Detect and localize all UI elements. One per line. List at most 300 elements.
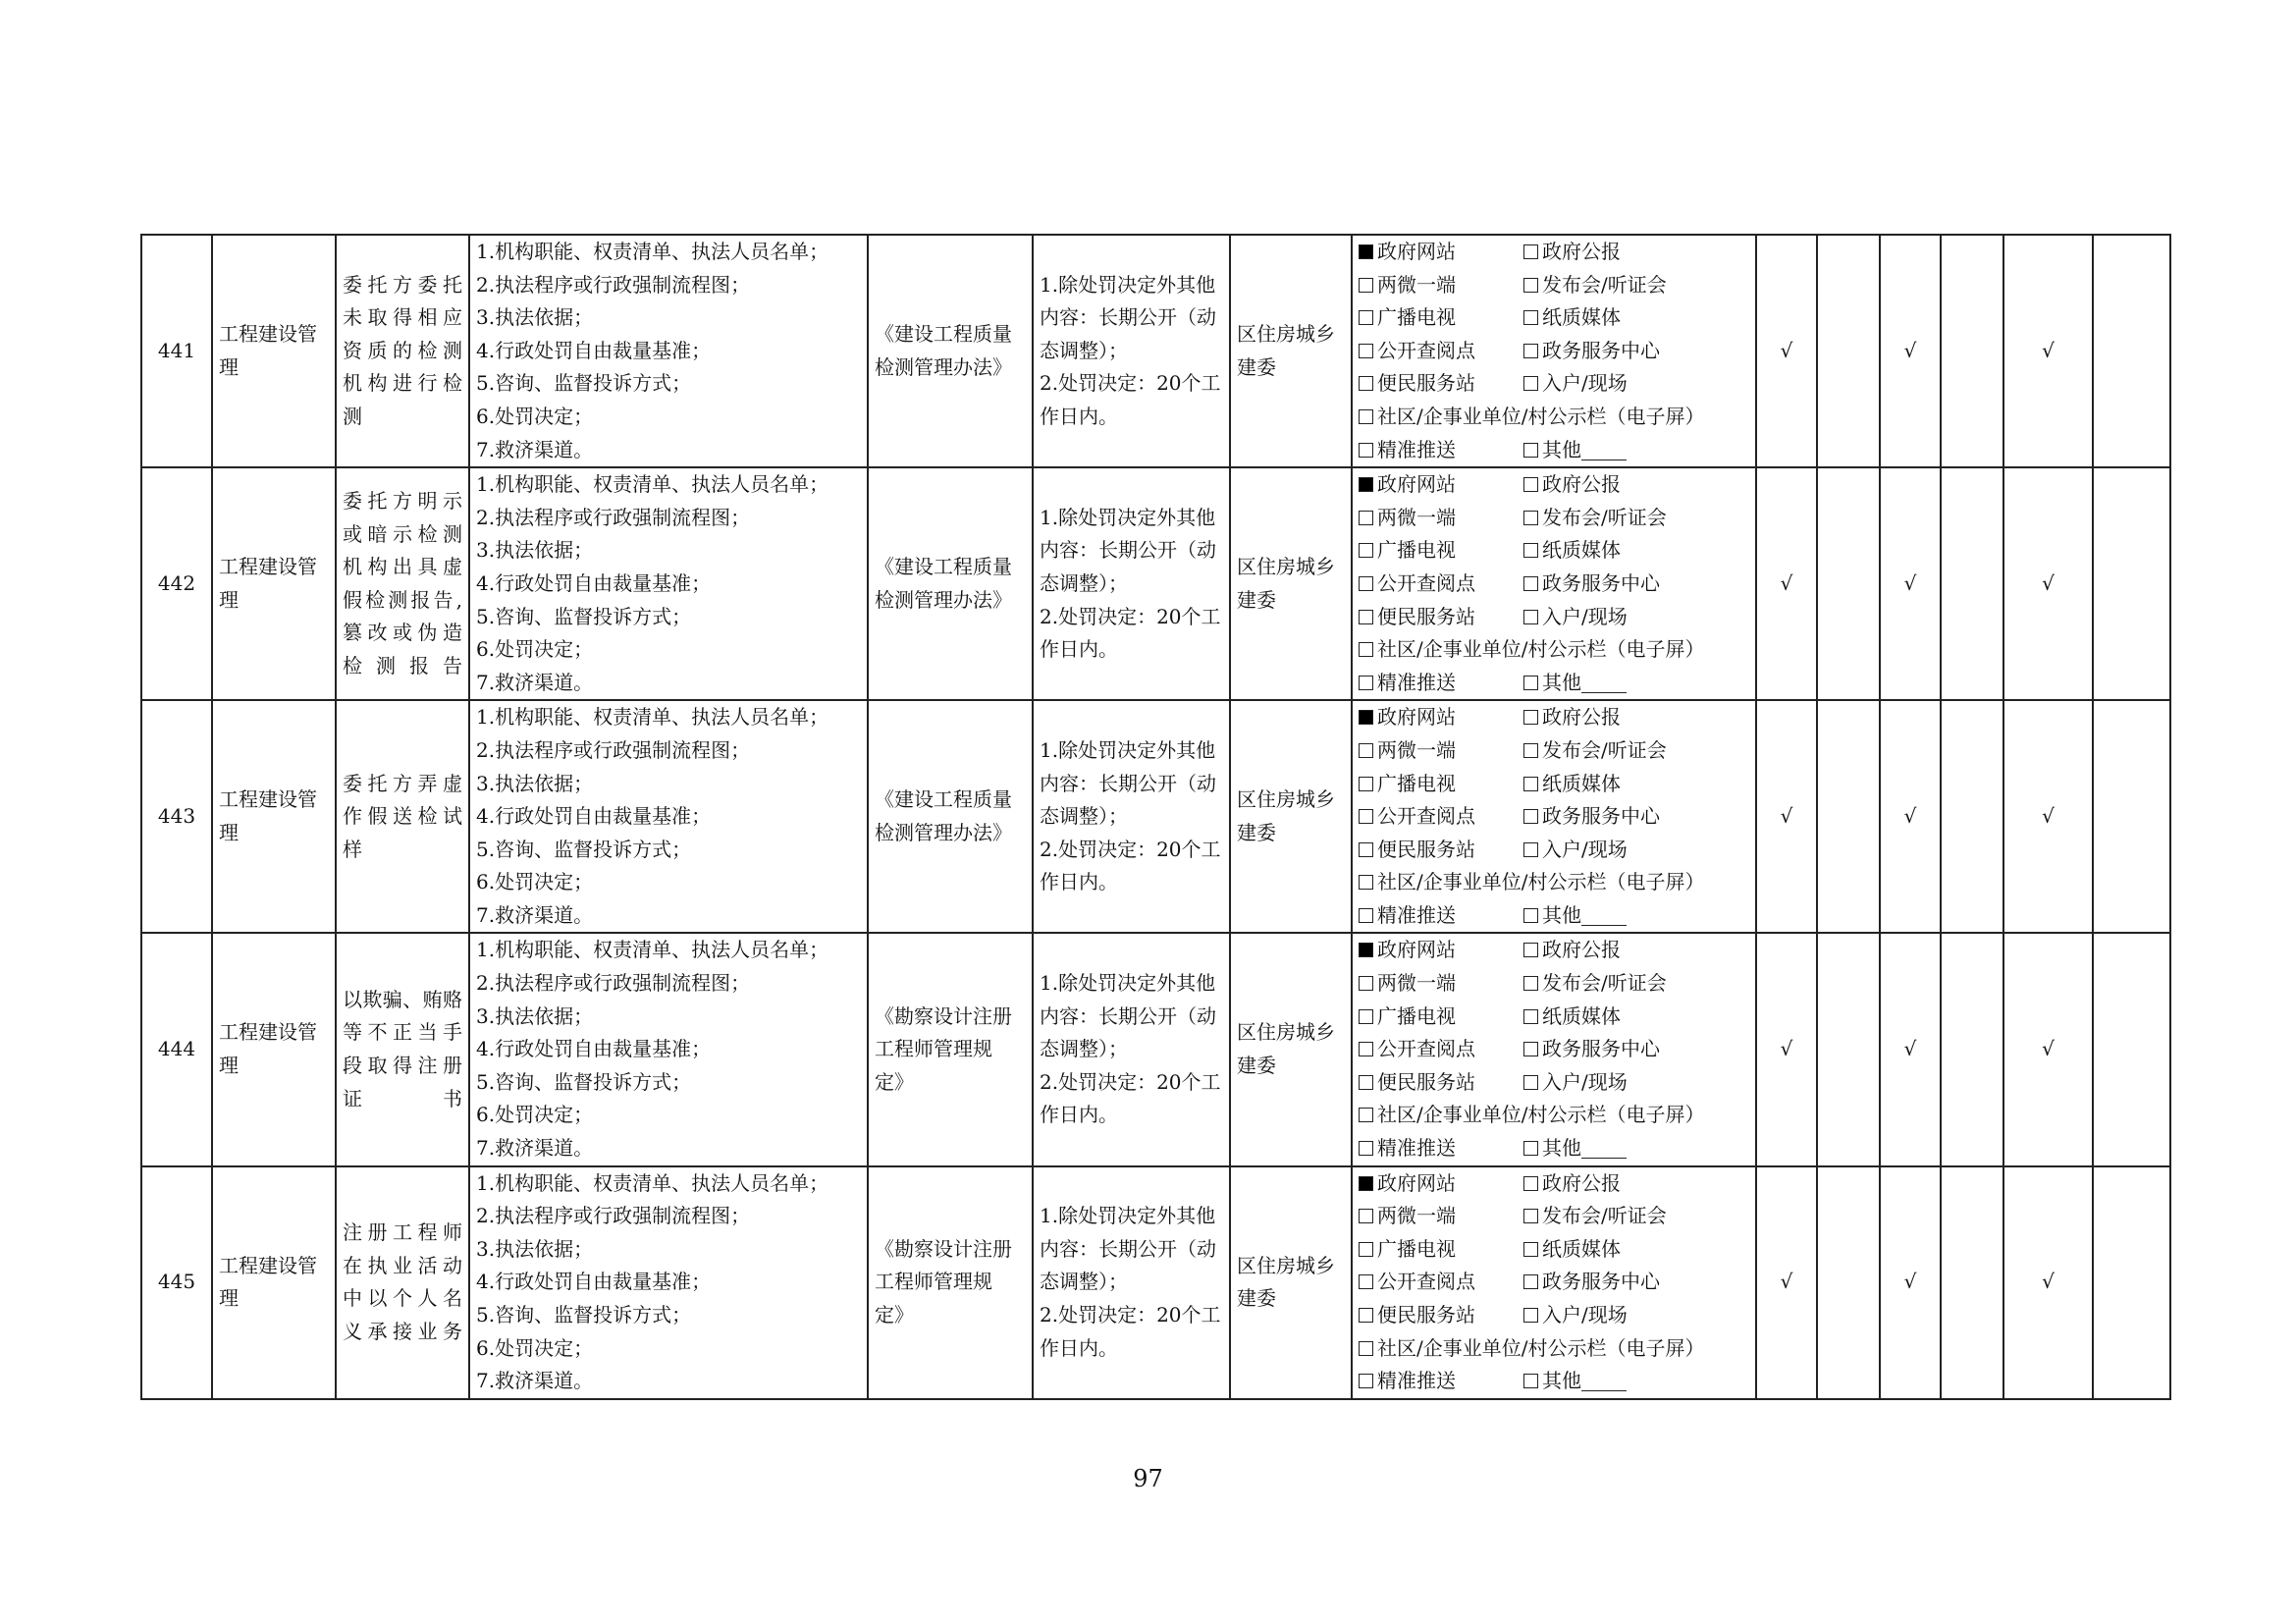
channel-service-center bbox=[1523, 568, 1720, 601]
timing-line: 作日内。 bbox=[1040, 637, 1118, 662]
content-line: 3.执法依据； bbox=[476, 305, 594, 330]
channel-bulletin bbox=[1359, 633, 1720, 667]
mark-cell bbox=[1756, 467, 1817, 700]
item-line: 机构出具虚 bbox=[343, 555, 462, 579]
content-line: 5.咨询、监督投诉方式； bbox=[476, 604, 692, 628]
channel-list bbox=[1359, 236, 1749, 466]
channel-push bbox=[1359, 899, 1523, 933]
content-line: 6.处罚决定； bbox=[476, 1103, 594, 1127]
basis-line: 《勘察设计注册 bbox=[875, 1003, 1012, 1028]
domain-cell bbox=[212, 1166, 336, 1399]
mark-cell bbox=[1817, 700, 1880, 933]
checkbox-empty-icon bbox=[1359, 443, 1373, 458]
item-line: 以欺骗、贿赂 bbox=[343, 987, 462, 1011]
disclosure-timing-cell bbox=[1033, 1166, 1230, 1399]
channel-label: 公开查阅点 bbox=[1377, 1037, 1475, 1061]
channel-label: 发布会/听证会 bbox=[1542, 272, 1667, 297]
channel-two-one bbox=[1359, 734, 1523, 768]
channel-convenience bbox=[1359, 1066, 1523, 1100]
checkbox-empty-icon bbox=[1359, 576, 1373, 591]
timing-line: 2.处罚决定：20个工 bbox=[1040, 837, 1221, 861]
dept-line: 区住房城乡 bbox=[1237, 1020, 1335, 1045]
checkbox-empty-icon bbox=[1359, 310, 1373, 325]
channel-label: 社区/企事业单位/村公示栏（电子屏） bbox=[1377, 870, 1705, 894]
check-mark: √ bbox=[1780, 1037, 1793, 1061]
page-number: 97 bbox=[1133, 1465, 1163, 1492]
checkbox-empty-icon bbox=[1523, 1042, 1538, 1056]
domain-line: 工程建设管 bbox=[219, 1253, 317, 1277]
channel-gov-site bbox=[1359, 701, 1523, 734]
checkbox-empty-icon bbox=[1523, 1141, 1538, 1156]
item-line: 未取得相应 bbox=[343, 305, 462, 330]
content-line: 2.执法程序或行政强制流程图； bbox=[476, 272, 751, 297]
channel-label: 纸质媒体 bbox=[1542, 538, 1621, 563]
checkbox-empty-icon bbox=[1359, 1308, 1373, 1323]
channel-paper bbox=[1523, 1233, 1720, 1267]
checkbox-empty-icon bbox=[1359, 642, 1373, 657]
mark-cell bbox=[2093, 700, 2170, 933]
channel-label: 入户/现场 bbox=[1542, 371, 1628, 396]
item-name-cell bbox=[336, 235, 469, 467]
dept-line: 区住房城乡 bbox=[1237, 555, 1335, 579]
checkbox-empty-icon bbox=[1523, 344, 1538, 358]
mark-cell bbox=[1756, 700, 1817, 933]
channel-press bbox=[1523, 734, 1720, 768]
domain-line: 理 bbox=[219, 1054, 239, 1078]
domain-line: 理 bbox=[219, 354, 239, 379]
channel-broadcast bbox=[1359, 1233, 1523, 1267]
channel-press bbox=[1523, 1200, 1720, 1233]
channel-label: 精准推送 bbox=[1377, 437, 1456, 461]
disclosure-content-cell bbox=[469, 1166, 868, 1399]
mark-cell bbox=[2093, 467, 2170, 700]
channel-label: 两微一端 bbox=[1377, 272, 1456, 297]
dept-line: 建委 bbox=[1237, 1286, 1276, 1311]
item-number: 444 bbox=[157, 1037, 196, 1061]
channel-label: 政务服务中心 bbox=[1542, 804, 1660, 829]
channel-label: 其他 bbox=[1542, 437, 1581, 461]
department-cell bbox=[1230, 1166, 1352, 1399]
mark-cell bbox=[1941, 235, 2003, 467]
dept-line: 区住房城乡 bbox=[1237, 787, 1335, 812]
dept-line: 建委 bbox=[1237, 587, 1276, 612]
mark-cell bbox=[2093, 933, 2170, 1165]
timing-line: 作日内。 bbox=[1040, 404, 1118, 428]
checkbox-empty-icon bbox=[1359, 1274, 1373, 1289]
content-line: 1.机构职能、权责清单、执法人员名单； bbox=[476, 240, 829, 263]
channel-two-one bbox=[1359, 502, 1523, 535]
checkbox-empty-icon bbox=[1359, 743, 1373, 758]
item-number-cell bbox=[141, 235, 212, 467]
channel-label: 其他 bbox=[1542, 902, 1581, 927]
channel-label: 社区/企事业单位/村公示栏（电子屏） bbox=[1377, 637, 1705, 662]
basis-line: 检测管理办法》 bbox=[875, 820, 1012, 844]
check-mark: √ bbox=[1780, 570, 1793, 595]
channel-label: 政务服务中心 bbox=[1542, 1037, 1660, 1061]
channel-paper bbox=[1523, 534, 1720, 568]
item-line: 假检测报告, bbox=[343, 587, 462, 612]
checkbox-empty-icon bbox=[1523, 1009, 1538, 1024]
channel-other bbox=[1523, 434, 1720, 467]
channel-label: 纸质媒体 bbox=[1542, 1003, 1621, 1028]
content-line: 4.行政处罚自由裁量基准； bbox=[476, 338, 712, 362]
channel-push bbox=[1359, 667, 1523, 700]
channel-gov-site bbox=[1359, 934, 1523, 967]
content-line: 7.救济渠道。 bbox=[476, 1136, 594, 1161]
checkbox-empty-icon bbox=[1523, 376, 1538, 391]
domain-line: 工程建设管 bbox=[219, 1020, 317, 1045]
item-name-cell bbox=[336, 700, 469, 933]
content-line: 3.执法依据； bbox=[476, 771, 594, 795]
checkbox-empty-icon bbox=[1523, 576, 1538, 591]
timing-line: 1.除处罚决定外其他 bbox=[1040, 505, 1216, 529]
mark-cell bbox=[2093, 235, 2170, 467]
channel-label: 政府网站 bbox=[1377, 1170, 1456, 1195]
item-number-cell bbox=[141, 700, 212, 933]
channel-convenience bbox=[1359, 601, 1523, 634]
channel-label: 纸质媒体 bbox=[1542, 771, 1621, 795]
channel-bulletin bbox=[1359, 1099, 1720, 1132]
checkbox-empty-icon bbox=[1359, 908, 1373, 923]
channel-label: 两微一端 bbox=[1377, 971, 1456, 996]
channel-convenience bbox=[1359, 367, 1523, 401]
content-line: 5.咨询、监督投诉方式； bbox=[476, 1303, 692, 1326]
channel-press bbox=[1523, 967, 1720, 1001]
checkbox-empty-icon bbox=[1523, 842, 1538, 857]
channel-label: 便民服务站 bbox=[1377, 1303, 1475, 1326]
channel-label: 广播电视 bbox=[1377, 1003, 1456, 1028]
channel-label: 社区/企事业单位/村公示栏（电子屏） bbox=[1377, 404, 1705, 428]
mark-cell bbox=[1817, 467, 1880, 700]
item-line: 样 bbox=[343, 837, 362, 861]
channel-paper bbox=[1523, 768, 1720, 801]
channel-label: 政府网站 bbox=[1377, 705, 1456, 730]
timing-line: 作日内。 bbox=[1040, 1335, 1118, 1360]
item-name-cell bbox=[336, 1166, 469, 1399]
checkbox-checked-icon bbox=[1359, 477, 1373, 492]
channel-label: 公开查阅点 bbox=[1377, 1270, 1475, 1294]
item-line: 等不正当手 bbox=[343, 1020, 462, 1045]
channel-list bbox=[1359, 1167, 1749, 1398]
channel-broadcast bbox=[1359, 768, 1523, 801]
channel-label: 社区/企事业单位/村公示栏（电子屏） bbox=[1377, 1335, 1705, 1360]
item-line: 段取得注册 bbox=[343, 1054, 462, 1078]
content-line: 6.处罚决定； bbox=[476, 637, 594, 662]
channel-label: 政府公报 bbox=[1542, 240, 1621, 263]
content-line: 1.机构职能、权责清单、执法人员名单； bbox=[476, 472, 829, 497]
checkbox-empty-icon bbox=[1523, 976, 1538, 991]
domain-line: 工程建设管 bbox=[219, 321, 317, 346]
channel-label: 广播电视 bbox=[1377, 771, 1456, 795]
item-number: 443 bbox=[157, 804, 196, 829]
channel-other bbox=[1523, 899, 1720, 933]
channel-paper bbox=[1523, 301, 1720, 335]
mark-cell bbox=[1817, 1166, 1880, 1399]
channel-label: 政务服务中心 bbox=[1542, 1270, 1660, 1294]
content-line: 6.处罚决定； bbox=[476, 404, 594, 428]
channel-convenience bbox=[1359, 1299, 1523, 1332]
channel-list bbox=[1359, 468, 1749, 699]
domain-cell bbox=[212, 235, 336, 467]
basis-line: 定》 bbox=[875, 1069, 914, 1094]
content-line: 5.咨询、监督投诉方式； bbox=[476, 837, 692, 861]
basis-line: 定》 bbox=[875, 1303, 914, 1326]
check-mark: √ bbox=[1903, 570, 1917, 595]
channel-label: 政府公报 bbox=[1542, 705, 1621, 730]
mark-cell bbox=[1880, 235, 1941, 467]
content-line: 5.咨询、监督投诉方式； bbox=[476, 1069, 692, 1094]
channel-service-center bbox=[1523, 1266, 1720, 1299]
item-number-cell bbox=[141, 467, 212, 700]
channel-label: 便民服务站 bbox=[1377, 1069, 1475, 1094]
timing-line: 作日内。 bbox=[1040, 870, 1118, 894]
channel-gov-site bbox=[1359, 236, 1523, 269]
timing-line: 态调整）； bbox=[1040, 570, 1128, 595]
channel-label: 两微一端 bbox=[1377, 505, 1456, 529]
content-line: 4.行政处罚自由裁量基准； bbox=[476, 804, 712, 829]
checkbox-empty-icon bbox=[1359, 1009, 1373, 1024]
checkbox-checked-icon bbox=[1359, 943, 1373, 957]
timing-line: 1.除处罚决定外其他 bbox=[1040, 1204, 1216, 1228]
timing-line: 2.处罚决定：20个工 bbox=[1040, 604, 1221, 628]
blank-underline bbox=[1581, 673, 1627, 693]
checkbox-empty-icon bbox=[1359, 543, 1373, 558]
channel-label: 发布会/听证会 bbox=[1542, 971, 1667, 996]
channels-cell bbox=[1352, 700, 1756, 933]
item-line: 测 bbox=[343, 404, 362, 428]
disclosure-timing-cell bbox=[1033, 467, 1230, 700]
checkbox-empty-icon bbox=[1359, 676, 1373, 690]
item-line: 篡改或伪造 bbox=[343, 621, 462, 645]
content-line: 2.执法程序或行政强制流程图； bbox=[476, 971, 751, 996]
domain-cell bbox=[212, 467, 336, 700]
checkbox-empty-icon bbox=[1359, 976, 1373, 991]
channel-other bbox=[1523, 667, 1720, 700]
mark-cell bbox=[2003, 467, 2093, 700]
channel-label: 社区/企事业单位/村公示栏（电子屏） bbox=[1377, 1103, 1705, 1127]
checkbox-empty-icon bbox=[1359, 1374, 1373, 1388]
channel-label: 便民服务站 bbox=[1377, 371, 1475, 396]
channel-reading bbox=[1359, 335, 1523, 368]
timing-line: 内容：长期公开（动 bbox=[1040, 538, 1216, 563]
legal-basis-cell bbox=[868, 467, 1033, 700]
content-line: 5.咨询、监督投诉方式； bbox=[476, 371, 692, 396]
channel-two-one bbox=[1359, 1200, 1523, 1233]
content-line: 4.行政处罚自由裁量基准； bbox=[476, 1270, 712, 1294]
channel-label: 入户/现场 bbox=[1542, 1303, 1628, 1326]
channel-broadcast bbox=[1359, 1001, 1523, 1034]
checkbox-empty-icon bbox=[1359, 278, 1373, 293]
check-mark: √ bbox=[2042, 1037, 2055, 1061]
channel-label: 政府公报 bbox=[1542, 938, 1621, 962]
channel-label: 纸质媒体 bbox=[1542, 1236, 1621, 1261]
channel-label: 公开查阅点 bbox=[1377, 570, 1475, 595]
channel-push bbox=[1359, 1132, 1523, 1165]
timing-line: 态调整）； bbox=[1040, 338, 1128, 362]
basis-line: 《建设工程质量 bbox=[875, 787, 1012, 812]
channel-label: 政府公报 bbox=[1542, 472, 1621, 497]
timing-line: 内容：长期公开（动 bbox=[1040, 305, 1216, 330]
item-line: 委托方委托 bbox=[343, 272, 462, 297]
channel-two-one bbox=[1359, 269, 1523, 302]
channel-gov-gazette bbox=[1523, 236, 1720, 269]
legal-basis-cell bbox=[868, 933, 1033, 1165]
channel-label: 政府网站 bbox=[1377, 472, 1456, 497]
channel-label: 公开查阅点 bbox=[1377, 338, 1475, 362]
channel-bulletin bbox=[1359, 401, 1720, 434]
channel-label: 入户/现场 bbox=[1542, 1069, 1628, 1094]
department-cell bbox=[1230, 933, 1352, 1165]
disclosure-content-cell bbox=[469, 235, 868, 467]
checkbox-empty-icon bbox=[1359, 842, 1373, 857]
checkbox-empty-icon bbox=[1523, 1374, 1538, 1388]
item-name-cell bbox=[336, 467, 469, 700]
channel-service-center bbox=[1523, 1033, 1720, 1066]
mark-cell bbox=[1756, 1166, 1817, 1399]
timing-line: 1.除处罚决定外其他 bbox=[1040, 272, 1216, 297]
content-line: 7.救济渠道。 bbox=[476, 670, 594, 694]
mark-cell bbox=[2003, 1166, 2093, 1399]
timing-line: 态调整）； bbox=[1040, 1037, 1128, 1061]
checkbox-empty-icon bbox=[1359, 610, 1373, 624]
domain-line: 工程建设管 bbox=[219, 555, 317, 579]
timing-line: 内容：长期公开（动 bbox=[1040, 1003, 1216, 1028]
checkbox-empty-icon bbox=[1359, 376, 1373, 391]
mark-cell bbox=[2093, 1166, 2170, 1399]
channel-bulletin bbox=[1359, 1332, 1720, 1366]
check-mark: √ bbox=[1780, 804, 1793, 829]
content-line: 2.执法程序或行政强制流程图； bbox=[476, 1204, 751, 1228]
check-mark: √ bbox=[1903, 1037, 1917, 1061]
item-line: 检测报告 bbox=[343, 653, 462, 677]
checkbox-empty-icon bbox=[1523, 610, 1538, 624]
channel-label: 政务服务中心 bbox=[1542, 570, 1660, 595]
channel-label: 发布会/听证会 bbox=[1542, 505, 1667, 529]
checkbox-empty-icon bbox=[1523, 777, 1538, 791]
content-line: 1.机构职能、权责清单、执法人员名单； bbox=[476, 1170, 829, 1195]
item-line: 委托方弄虚 bbox=[343, 771, 462, 795]
basis-line: 工程师管理规 bbox=[875, 1037, 992, 1061]
channel-press bbox=[1523, 502, 1720, 535]
check-mark: √ bbox=[1903, 1270, 1917, 1294]
channel-broadcast bbox=[1359, 301, 1523, 335]
disclosure-timing-cell bbox=[1033, 235, 1230, 467]
check-mark: √ bbox=[1903, 804, 1917, 829]
channel-label: 广播电视 bbox=[1377, 305, 1456, 330]
dept-line: 建委 bbox=[1237, 1054, 1276, 1078]
channel-label: 纸质媒体 bbox=[1542, 305, 1621, 330]
domain-line: 工程建设管 bbox=[219, 787, 317, 812]
channel-gov-gazette bbox=[1523, 934, 1720, 967]
mark-cell bbox=[2003, 235, 2093, 467]
item-name-cell bbox=[336, 933, 469, 1165]
mark-cell bbox=[1756, 933, 1817, 1165]
channel-label: 其他 bbox=[1542, 670, 1581, 694]
channel-label: 公开查阅点 bbox=[1377, 804, 1475, 829]
domain-line: 理 bbox=[219, 820, 239, 844]
mark-cell bbox=[2003, 700, 2093, 933]
channel-service-center bbox=[1523, 335, 1720, 368]
domain-line: 理 bbox=[219, 587, 239, 612]
dept-line: 建委 bbox=[1237, 820, 1276, 844]
checkbox-empty-icon bbox=[1523, 443, 1538, 458]
channel-label: 精准推送 bbox=[1377, 1136, 1456, 1161]
channels-cell bbox=[1352, 933, 1756, 1165]
table-row bbox=[141, 700, 2170, 933]
mark-cell bbox=[1941, 467, 2003, 700]
channel-reading bbox=[1359, 568, 1523, 601]
checkbox-empty-icon bbox=[1523, 1242, 1538, 1257]
channels-cell bbox=[1352, 235, 1756, 467]
timing-line: 态调整）； bbox=[1040, 804, 1128, 829]
item-line: 证书 bbox=[343, 1086, 462, 1110]
channel-push bbox=[1359, 1365, 1523, 1398]
checkbox-empty-icon bbox=[1359, 511, 1373, 525]
content-line: 3.执法依据； bbox=[476, 538, 594, 563]
checkbox-empty-icon bbox=[1523, 477, 1538, 492]
check-mark: √ bbox=[2042, 804, 2055, 829]
legal-basis-cell bbox=[868, 700, 1033, 933]
content-line: 7.救济渠道。 bbox=[476, 437, 594, 461]
checkbox-empty-icon bbox=[1359, 409, 1373, 424]
timing-line: 内容：长期公开（动 bbox=[1040, 1236, 1216, 1261]
checkbox-checked-icon bbox=[1359, 244, 1373, 259]
check-mark: √ bbox=[1780, 338, 1793, 362]
checkbox-checked-icon bbox=[1359, 1176, 1373, 1191]
channel-label: 广播电视 bbox=[1377, 538, 1456, 563]
channel-label: 政府网站 bbox=[1377, 240, 1456, 263]
channel-label: 政府网站 bbox=[1377, 938, 1456, 962]
basis-line: 《建设工程质量 bbox=[875, 555, 1012, 579]
blank-underline bbox=[1581, 1371, 1627, 1391]
content-line: 3.执法依据； bbox=[476, 1236, 594, 1261]
channel-reading bbox=[1359, 1033, 1523, 1066]
checkbox-empty-icon bbox=[1523, 543, 1538, 558]
checkbox-checked-icon bbox=[1359, 710, 1373, 725]
item-number: 442 bbox=[157, 570, 196, 595]
mark-cell bbox=[2003, 933, 2093, 1165]
disclosure-content-cell bbox=[469, 933, 868, 1165]
checkbox-empty-icon bbox=[1359, 809, 1373, 824]
checkbox-empty-icon bbox=[1523, 908, 1538, 923]
mark-cell bbox=[1941, 700, 2003, 933]
checkbox-empty-icon bbox=[1359, 1108, 1373, 1122]
item-number-cell bbox=[141, 1166, 212, 1399]
disclosure-timing-cell bbox=[1033, 700, 1230, 933]
item-line: 义承接业务 bbox=[343, 1319, 462, 1343]
checkbox-empty-icon bbox=[1359, 1075, 1373, 1090]
check-mark: √ bbox=[2042, 1270, 2055, 1294]
checkbox-empty-icon bbox=[1523, 511, 1538, 525]
content-line: 2.执法程序或行政强制流程图； bbox=[476, 505, 751, 529]
channel-door bbox=[1523, 601, 1720, 634]
checkbox-empty-icon bbox=[1359, 777, 1373, 791]
channels-cell bbox=[1352, 467, 1756, 700]
dept-line: 区住房城乡 bbox=[1237, 321, 1335, 346]
channel-press bbox=[1523, 269, 1720, 302]
item-line: 机构进行检 bbox=[343, 371, 462, 396]
timing-line: 作日内。 bbox=[1040, 1103, 1118, 1127]
table-row bbox=[141, 933, 2170, 1165]
domain-cell bbox=[212, 700, 336, 933]
channel-door bbox=[1523, 834, 1720, 867]
item-line: 或暗示检测 bbox=[343, 521, 462, 546]
legal-basis-cell bbox=[868, 235, 1033, 467]
department-cell bbox=[1230, 235, 1352, 467]
mark-cell bbox=[1880, 700, 1941, 933]
channel-reading bbox=[1359, 800, 1523, 834]
mark-cell bbox=[1941, 933, 2003, 1165]
